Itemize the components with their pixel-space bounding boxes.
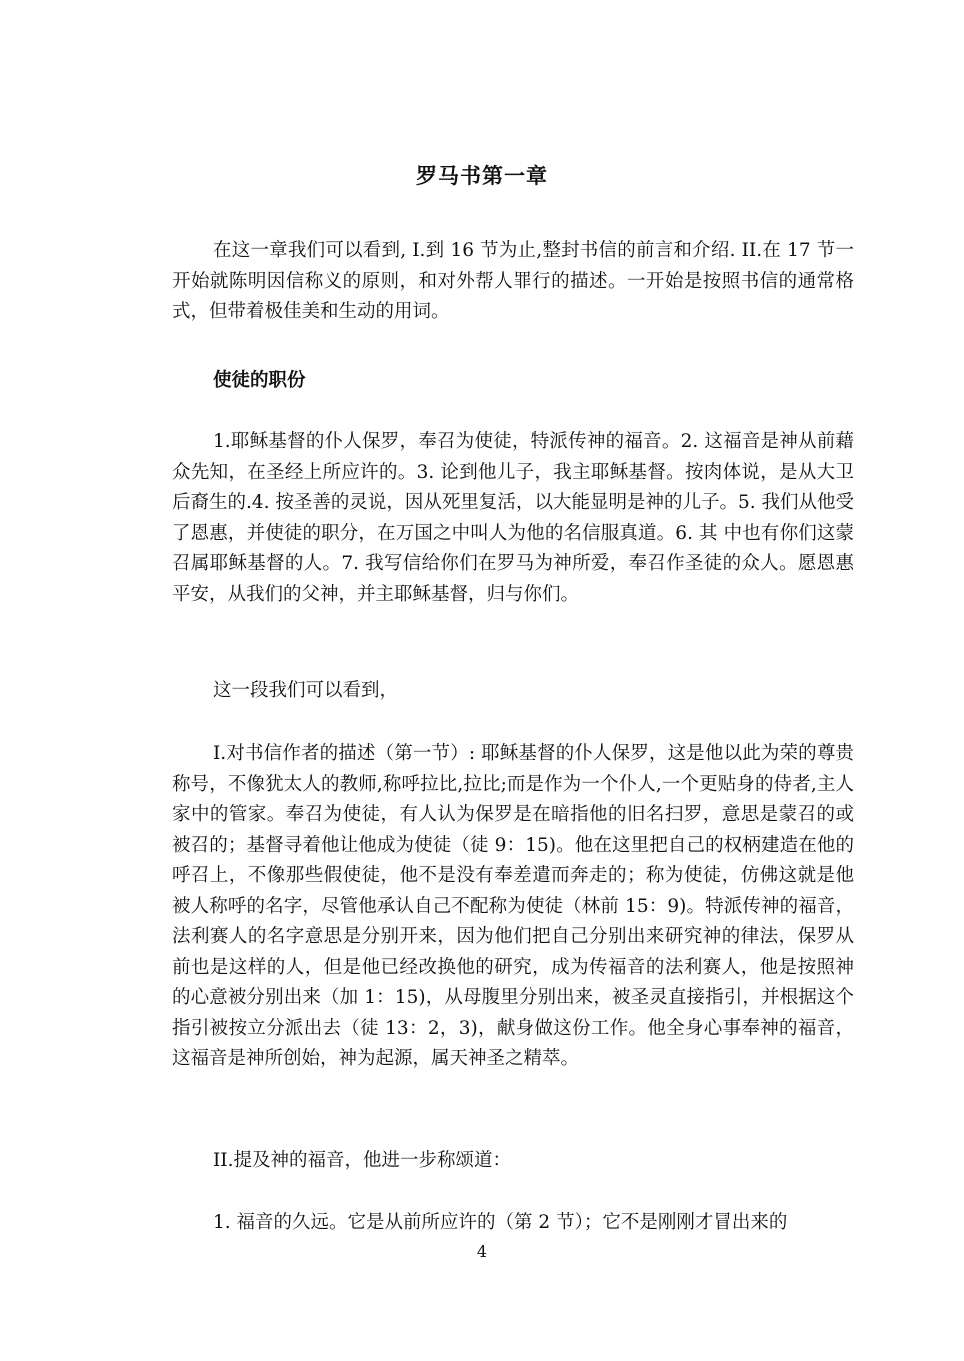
intro-paragraph: 在这一章我们可以看到, I.到 16 节为止,整封书信的前言和介绍. II.在 17 节一开始就陈明因信称义的原则，和对外帮人罪行的描述。一开始是按照书信的通常格式，但带着极佳美和生动的用词。 — [172, 240, 854, 322]
page-number: 4 — [476, 1242, 488, 1261]
chapter-title: 罗马书第一章 — [416, 163, 548, 188]
verses-paragraph: 1.耶稣基督的仆人保罗，奉召为使徒，特派传神的福音。2. 这福音是神从前藉众先知，在圣经上所应许的。3. 论到他儿子，我主耶稣基督。按肉体说，是从大卫后裔生的.4. 按圣善的灵说，因从死里复活，以大能显明是神的儿子。5. 我们从他受了恩惠，并使徒的职分，在万国之中叫人为他的名信服真道。6. 其 中也有你们这蒙召属耶稣基督的人。7. 我写信给你们在罗马为神所爱，奉召作圣徒的众人。愿恩惠平安，从我们的父神，并主耶稣基督，归与你们。 — [172, 431, 854, 605]
observation-paragraph: 这一段我们可以看到， — [213, 680, 399, 701]
point-1-paragraph: 1. 福音的久远。它是从前所应许的（第 2 节）；它不是刚刚才冒出来的 — [213, 1212, 788, 1233]
point-i-paragraph: I.对书信作者的描述（第一节）: 耶稣基督的仆人保罗，这是他以此为荣的尊贵称号，不像犹太人的教师,称呼拉比,拉比;而是作为一个仆人,一个更贴身的侍者,主人家中的管家。奉召为使徒，有人认为保罗是在暗指他的旧名扫罗，意思是蒙召的或被召的；基督寻着他让他成为使徒（徒 9：15)。他在这里把自己的权柄建造在他的呼召上，不像那些假使徒，他不是没有奉差遣而奔走的；称为使徒，仿佛这就是他被人称呼的名字，尽管他承认自己不配称为使徒（林前 15：9)。特派传神的福音， 法利赛人的名字意思是分别开来，因为他们把自己分别出来研究神的律法，保罗从前也是这样的人，但是他已经改换他的研究，成为传福音的法利赛人，他是按照神的心意被分别出来（加 1：15)，从母腹里分别出来，被圣灵直接指引，并根据这个指引被按立分派出去（徒 13：2，3)，献身做这份工作。他全身心事奉神的福音，这福音是神所创始，神为起源，属天神圣之精萃。 — [172, 743, 854, 1069]
section-heading: 使徒的职份 — [213, 370, 306, 391]
point-ii-paragraph: II.提及神的福音，他进一步称颂道： — [213, 1150, 511, 1171]
